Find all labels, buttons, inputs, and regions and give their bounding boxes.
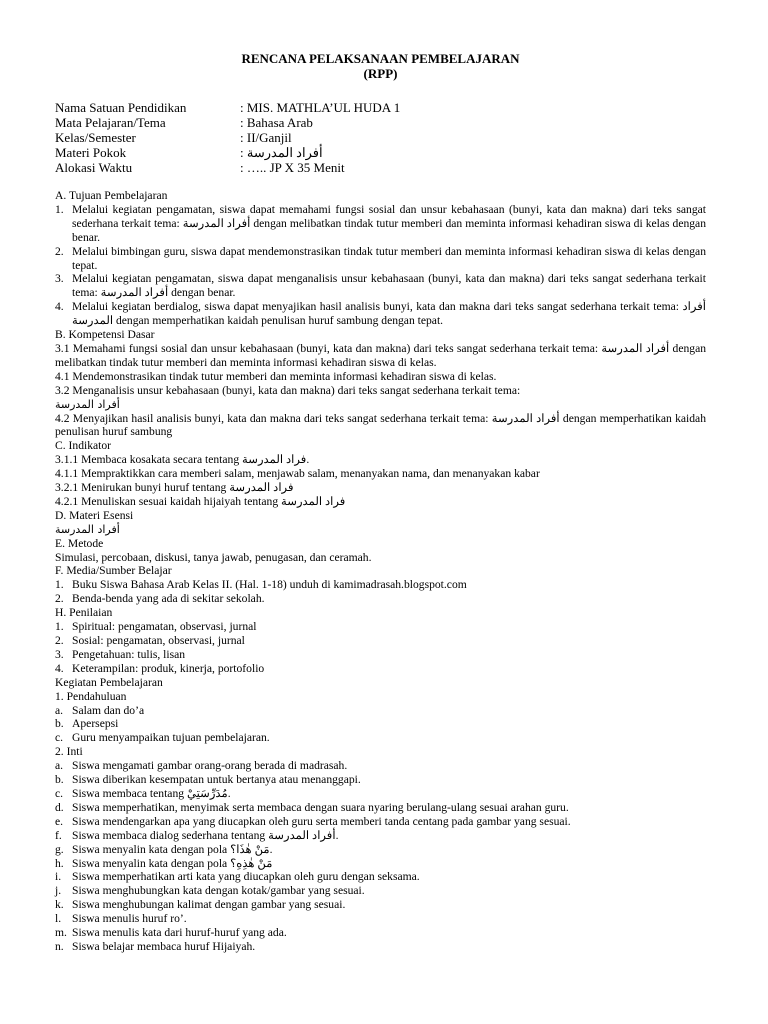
list-item — [55, 592, 706, 606]
document-page — [55, 51, 706, 954]
subsection-heading: 2. Inti — [55, 745, 83, 759]
list-marker: g. — [55, 842, 64, 856]
kd-item: 4.2 Menyajikan hasil analisis bunyi, kata dan makna dari teks sangat sederhana terkait tema: أفراد المدرسة dengan memperhatikan kaidah penulisan huruf sambung — [55, 411, 706, 439]
list-item — [55, 870, 706, 884]
list-text: Siswa diberikan kesempatan untuk bertanya atau menanggapi. — [72, 773, 361, 787]
indicator-item: 4.2.1 Menuliskan sesuai kaidah hijaiyah tentang فراد المدرسة — [55, 494, 346, 508]
list-text: Siswa menghubungan kalimat dengan gambar yang sesuai. — [72, 898, 346, 912]
info-block — [55, 100, 706, 175]
kd-item-arabic: أفراد المدرسة — [55, 397, 120, 411]
list-item — [55, 245, 706, 273]
section-heading: A. Tujuan Pembelajaran — [55, 189, 168, 202]
list-text: Melalui kegiatan pengamatan, siswa dapat memahami fungsi sosial dan unsur kebahasaan (bunyi, kata dan makna) dari teks sangat sederhana terkait tema: أفراد المدرسة dengan melibatkan tindak tutur memberi dan meminta informasi kehadiran siswa di kelas dengan benar. — [72, 202, 707, 244]
info-label: Nama Satuan Pendidikan — [55, 100, 187, 115]
list-text: Siswa mendengarkan apa yang diucapkan oleh guru serta memberi tanda centang pada gambar yang sesuai. — [72, 814, 571, 828]
list-item — [55, 857, 706, 871]
list-item — [55, 203, 706, 245]
list-item — [55, 578, 706, 592]
list-marker: h. — [55, 856, 64, 870]
list-item — [55, 648, 706, 662]
list-item — [55, 704, 706, 718]
list-text: Siswa menulis huruf ro’. — [72, 912, 187, 926]
list-marker: f. — [55, 828, 62, 842]
info-value: : ….. JP X 35 Menit — [240, 160, 345, 175]
list-marker: d. — [55, 800, 64, 814]
info-row — [55, 145, 706, 160]
list-marker: n. — [55, 939, 64, 953]
info-row — [55, 130, 706, 145]
info-label: Alokasi Waktu — [55, 160, 133, 175]
list-text: Apersepsi — [72, 717, 119, 731]
list-item — [55, 884, 706, 898]
document-title — [55, 51, 706, 81]
kd-item: 4.1 Mendemonstrasikan tindak tutur memberi dan meminta informasi kehadiran siswa di kelas. — [55, 369, 497, 383]
list-item — [55, 759, 706, 773]
list-item — [55, 634, 706, 648]
list-item — [55, 272, 706, 300]
list-marker: b. — [55, 773, 64, 787]
list-marker: 4. — [55, 661, 64, 675]
list-item — [55, 843, 706, 857]
info-label: Materi Pokok — [55, 145, 127, 160]
list-marker: a. — [55, 703, 64, 717]
list-marker: 1. — [55, 202, 64, 216]
list-marker: c. — [55, 786, 64, 800]
title-line-1: RENCANA PELAKSANAAN PEMBELAJARAN — [241, 51, 520, 66]
list-item — [55, 940, 706, 954]
indicator-item: 4.1.1 Mempraktikkan cara memberi salam, menjawab salam, menanyakan nama, dan menanyakan kabar — [55, 467, 540, 481]
list-item — [55, 731, 706, 745]
materi-text: أفراد المدرسة — [55, 522, 120, 536]
indicator-item: 3.1.1 Membaca kosakata secara tentang فراد المدرسة. — [55, 453, 310, 467]
list-item — [55, 717, 706, 731]
list-marker: a. — [55, 759, 64, 773]
info-value: : MIS. MATHLA’UL HUDA 1 — [240, 100, 401, 115]
list-item — [55, 300, 706, 328]
list-marker: b. — [55, 717, 64, 731]
info-row — [55, 160, 706, 175]
list-marker: c. — [55, 731, 64, 745]
info-value: : أفراد المدرسة — [240, 145, 323, 160]
list-marker: i. — [55, 870, 62, 884]
list-text: Keterampilan: produk, kinerja, portofolio — [72, 661, 265, 675]
list-marker: 3. — [55, 272, 64, 286]
list-text: Benda-benda yang ada di sekitar sekolah. — [72, 592, 265, 606]
list-marker: 1. — [55, 620, 64, 634]
list-text: Salam dan do’a — [72, 703, 145, 717]
indicator-item: 3.2.1 Menirukan bunyi huruf tentang فراد المدرسة — [55, 481, 294, 495]
metode-text: Simulasi, percobaan, diskusi, tanya jawab, penugasan, dan ceramah. — [55, 550, 372, 564]
list-text: Siswa memperhatikan, menyimak serta membaca dengan suara nyaring berulang-ulang sesuai arahan guru. — [72, 800, 569, 814]
list-text: Spiritual: pengamatan, observasi, jurnal — [72, 620, 257, 634]
list-text: Sosial: pengamatan, observasi, jurnal — [72, 634, 245, 647]
list-text: Siswa belajar membaca huruf Hijaiyah. — [72, 939, 256, 953]
list-marker: e. — [55, 814, 64, 828]
section-heading: E. Metode — [55, 536, 104, 550]
list-item — [55, 912, 706, 926]
list-marker: 2. — [55, 634, 64, 647]
kd-item: 3.1 Memahami fungsi sosial dan unsur kebahasaan (bunyi, kata dan makna) dari teks sangat sederhana terkait tema: أفراد المدرسة dengan melibatkan tindak tutur memberi dan meminta informasi kehadiran siswa di kelas. — [55, 341, 707, 369]
list-text: Siswa menyalin kata dengan pola مَنْ هٰذِهِ؟ — [72, 856, 273, 870]
info-row — [55, 115, 706, 130]
section-heading: F. Media/Sumber Belajar — [55, 564, 172, 578]
info-row — [55, 100, 706, 115]
list-item — [55, 926, 706, 940]
list-item — [55, 773, 706, 787]
section-heading: B. Kompetensi Dasar — [55, 328, 155, 342]
list-marker: 3. — [55, 647, 64, 661]
title-line-2: (RPP) — [363, 66, 398, 81]
info-value: : II/Ganjil — [240, 130, 292, 145]
kd-item: 3.2 Menganalisis unsur kebahasaan (bunyi, kata dan makna) dari teks sangat sederhana terkait tema: — [55, 383, 521, 397]
list-marker: k. — [55, 898, 64, 912]
list-text: Siswa memperhatikan arti kata yang diucapkan oleh guru dengan seksama. — [72, 870, 420, 884]
list-item — [55, 801, 706, 815]
list-item — [55, 620, 706, 634]
list-text: Siswa membaca dialog sederhana tentang أفراد المدرسة. — [72, 828, 339, 842]
info-value: : Bahasa Arab — [240, 115, 313, 130]
section-heading: H. Penilaian — [55, 606, 113, 620]
list-text: Siswa membaca tentang مُدَرِّسَتِيْ. — [72, 786, 231, 800]
content — [55, 189, 706, 954]
list-item — [55, 815, 706, 829]
list-marker: 2. — [55, 244, 64, 258]
list-text: Pengetahuan: tulis, lisan — [72, 647, 186, 661]
list-marker: 1. — [55, 578, 64, 592]
section-heading: D. Materi Esensi — [55, 508, 134, 522]
list-text: Guru menyampaikan tujuan pembelajaran. — [72, 731, 270, 745]
list-item — [55, 662, 706, 676]
list-marker: 4. — [55, 300, 64, 314]
list-text: Melalui kegiatan berdialog, siswa dapat menyajikan hasil analisis bunyi, kata dan makna dari teks sangat sederhana terkait tema: أفراد المدرسة dengan memperhatikan kaidah penulisan huruf sambung dengan tepat. — [72, 300, 706, 328]
list-marker: j. — [55, 884, 62, 898]
list-text: Melalui kegiatan pengamatan, siswa dapat menganalisis unsur kebahasaan (bunyi, kata dan makna) dari teks sangat sederhana terkait tema: أفراد المدرسة dengan benar. — [72, 272, 706, 300]
section-heading: Kegiatan Pembelajaran — [55, 675, 163, 689]
list-item — [55, 787, 706, 801]
list-marker: 2. — [55, 592, 64, 606]
list-text: Siswa menyalin kata dengan pola مَنْ هٰذَا؟. — [72, 842, 273, 856]
subsection-heading: 1. Pendahuluan — [55, 689, 127, 703]
list-text: Melalui bimbingan guru, siswa dapat mendemonstrasikan tindak tutur memberi dan meminta informasi kehadiran siswa di kelas dengan tepat. — [72, 244, 706, 272]
list-item — [55, 898, 706, 912]
list-text: Siswa menulis kata dari huruf-huruf yang ada. — [72, 926, 287, 940]
list-text: Siswa mengamati gambar orang-orang berada di madrasah. — [72, 759, 348, 773]
info-label: Kelas/Semester — [55, 130, 136, 145]
list-text: Buku Siswa Bahasa Arab Kelas II. (Hal. 1-18) unduh di kamimadrasah.blogspot.com — [72, 578, 467, 592]
list-marker: l. — [55, 912, 62, 926]
list-text: Siswa menghubungkan kata dengan kotak/gambar yang sesuai. — [72, 884, 365, 898]
section-heading: C. Indikator — [55, 439, 112, 453]
list-marker: m. — [55, 926, 67, 940]
list-item — [55, 829, 706, 843]
info-label: Mata Pelajaran/Tema — [55, 115, 166, 130]
